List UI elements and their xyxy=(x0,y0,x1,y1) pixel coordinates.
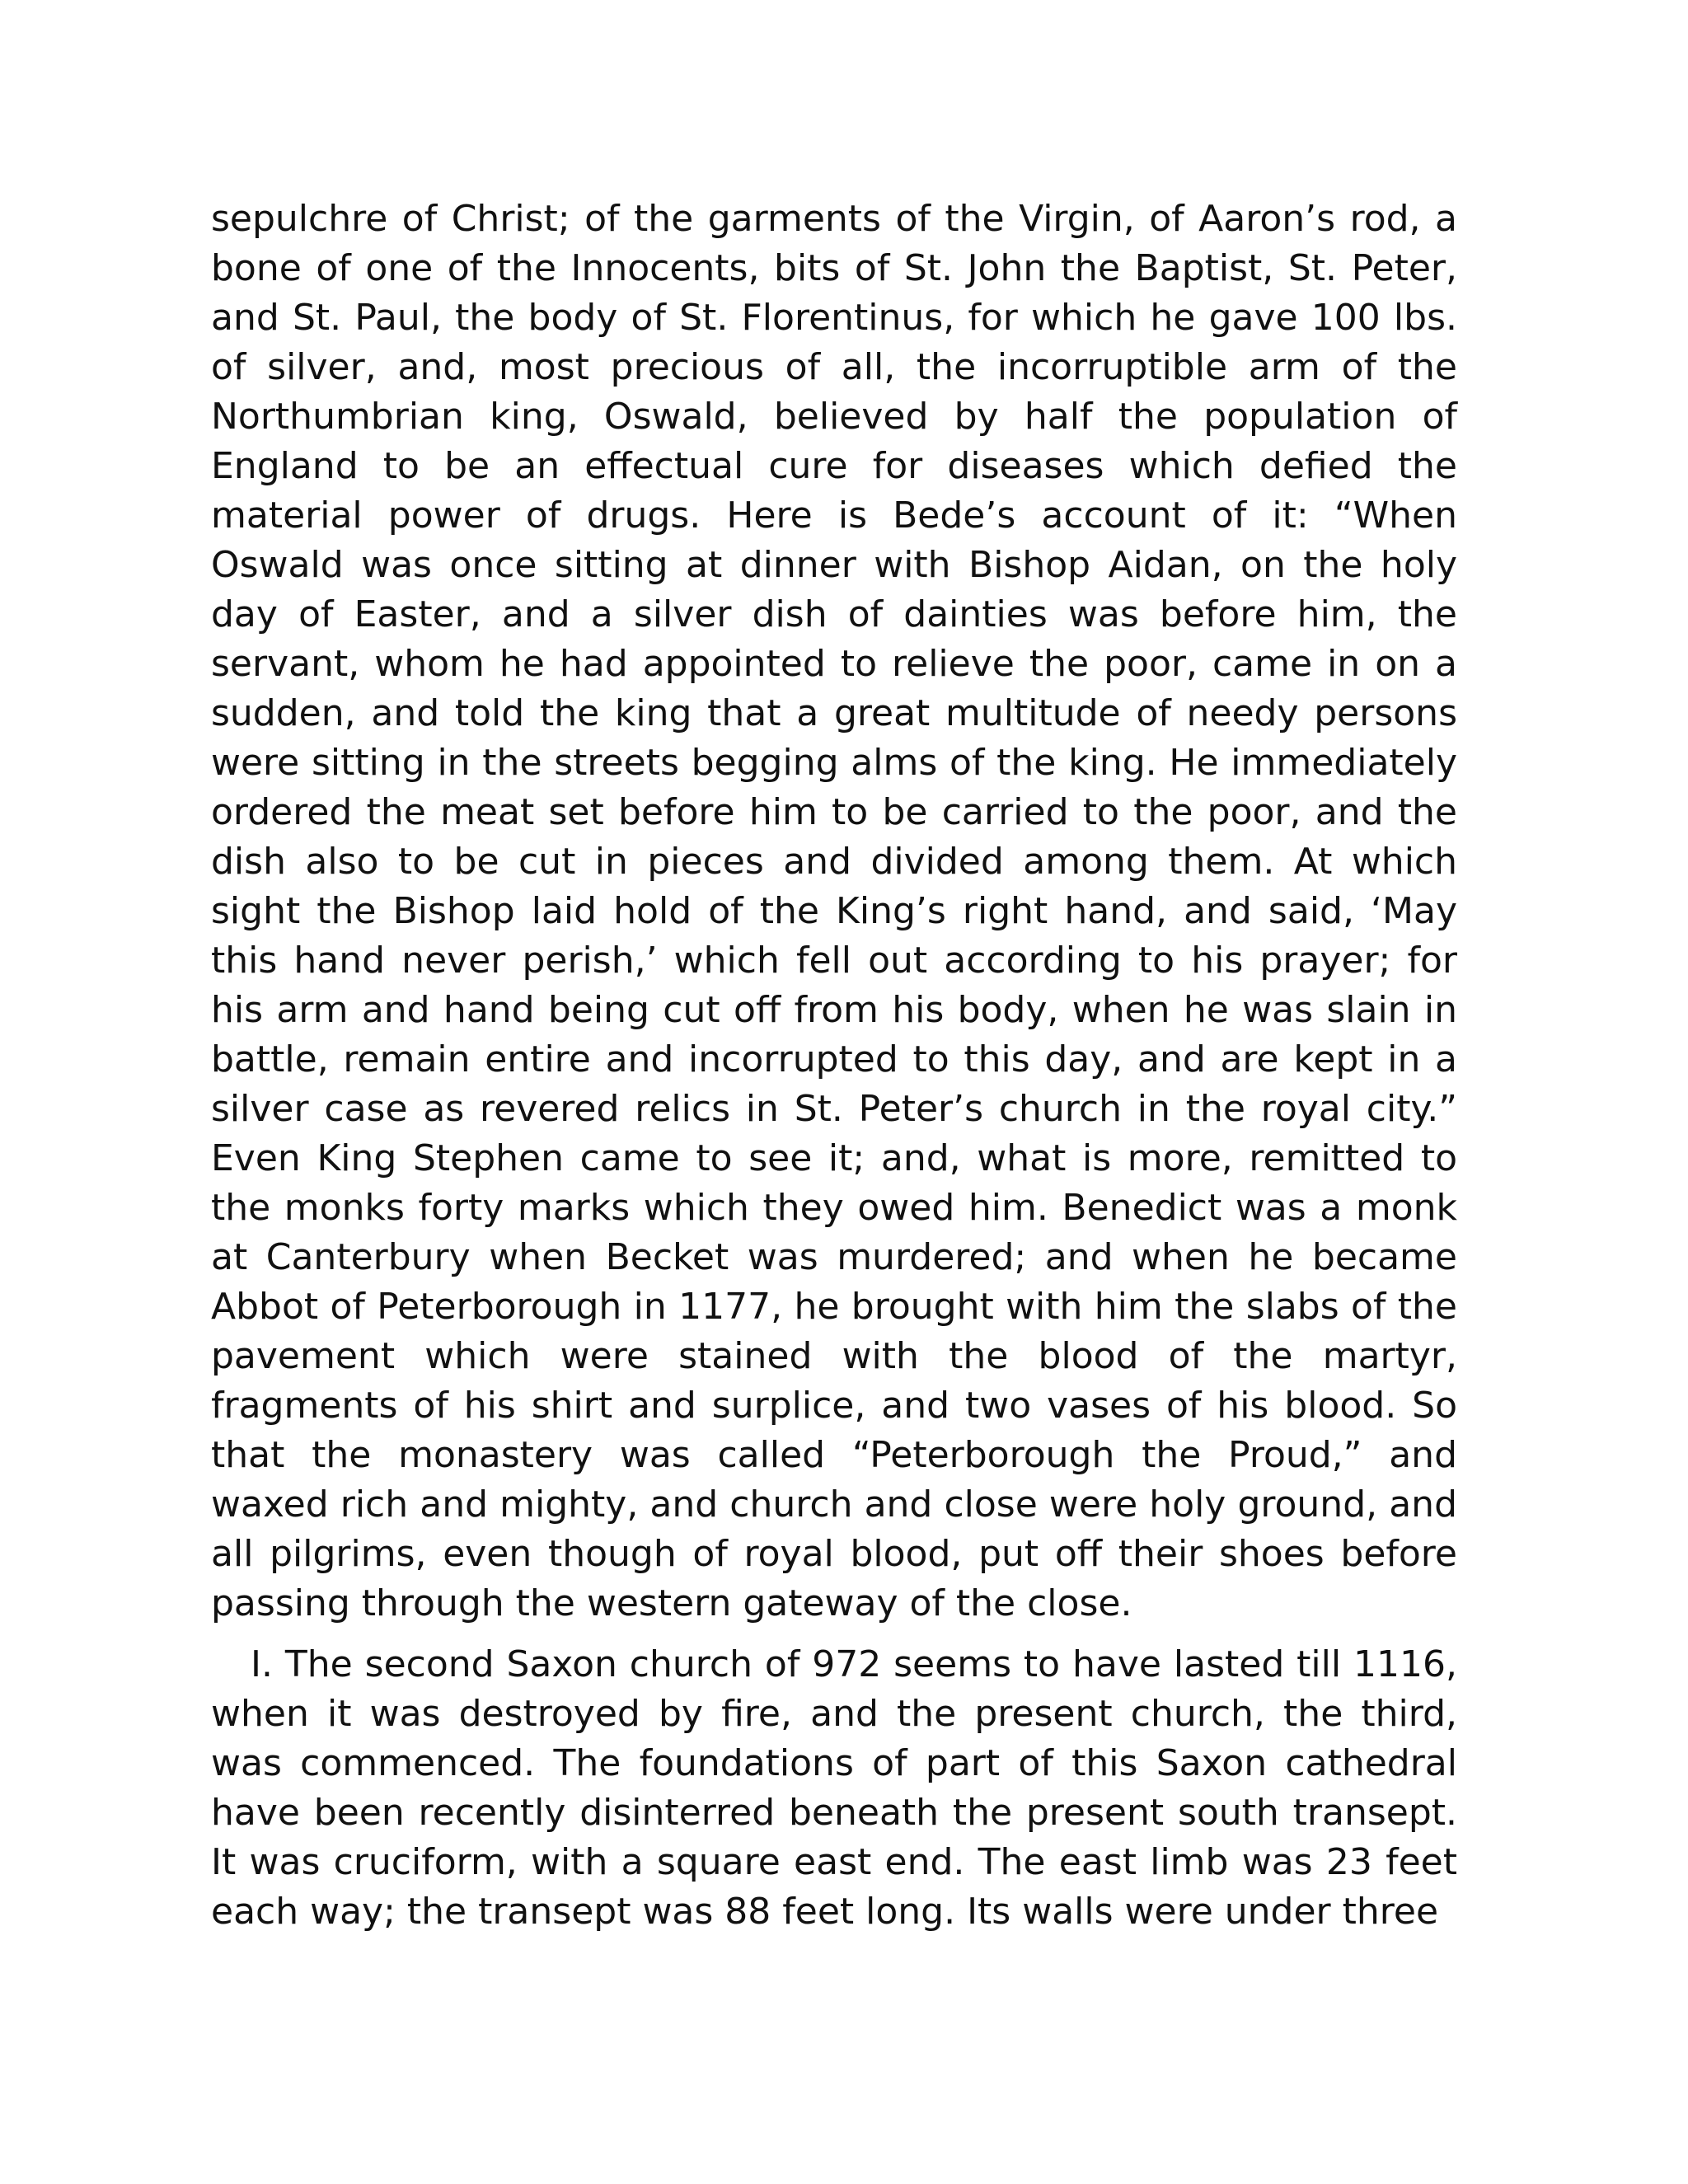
paragraph-relics: sepulchre of Christ; of the garments of the Virgin, of Aaron’s rod, a bone of one of the Innocents, bits of St. John the Baptist, St. Peter, and St. Paul, the body of St. Florentinus, for which he gave 100 lbs. of silver, and, most precious of all, the incorruptible arm of the Northumbrian king, Oswald, believed by half the population of England to be an effectual cure for diseases which defied the material power of drugs. Here is Bede’s account of it: “When Oswald was once sitting at dinner with Bishop Aidan, on the holy day of Easter, and a silver dish of dainties was before him, the servant, whom he had appointed to relieve the poor, came in on a sudden, and told the king that a great multitude of needy persons were sitting in the streets begging alms of the king. He immediately ordered the meat set before him to be carried to the poor, and the dish also to be cut in pieces and divided among them. At which sight the Bishop laid hold of the King’s right hand, and said, ‘May this hand never perish,’ which fell out according to his prayer; for his arm and hand being cut off from his body, when he was slain in battle, remain entire and incorrupted to this day, and are kept in a silver case as revered relics in St. Peter’s church in the royal city.” Even King Stephen came to see it; and, what is more, remitted to the monks forty marks which they owed him. Benedict was a monk at Canterbury when Becket was murdered; and when he became Abbot of Peterborough in 1177, he brought with him the slabs of the pavement which were stained with the blood of the martyr, fragments of his shirt and surplice, and two vases of his blood. So that the monastery was called “Peterborough the Proud,” and waxed rich and mighty, and church and close were holy ground, and all pilgrims, even though of royal blood, put off their shoes before passing through the western gateway of the close. xyxy=(211,198,1457,1624)
paragraph-saxon-church: I. The second Saxon church of 972 seems to have lasted till 1116, when it was destroyed by fire, and the present church, the third, was commenced. The foundations of part of this Saxon cathedral have been recently disinterred beneath the present south transept. It was cruciform, with a square east end. The east limb was 23 feet each way; the transept was 88 feet long. Its walls were under three xyxy=(211,1643,1457,1933)
body-text xyxy=(211,194,1457,1937)
